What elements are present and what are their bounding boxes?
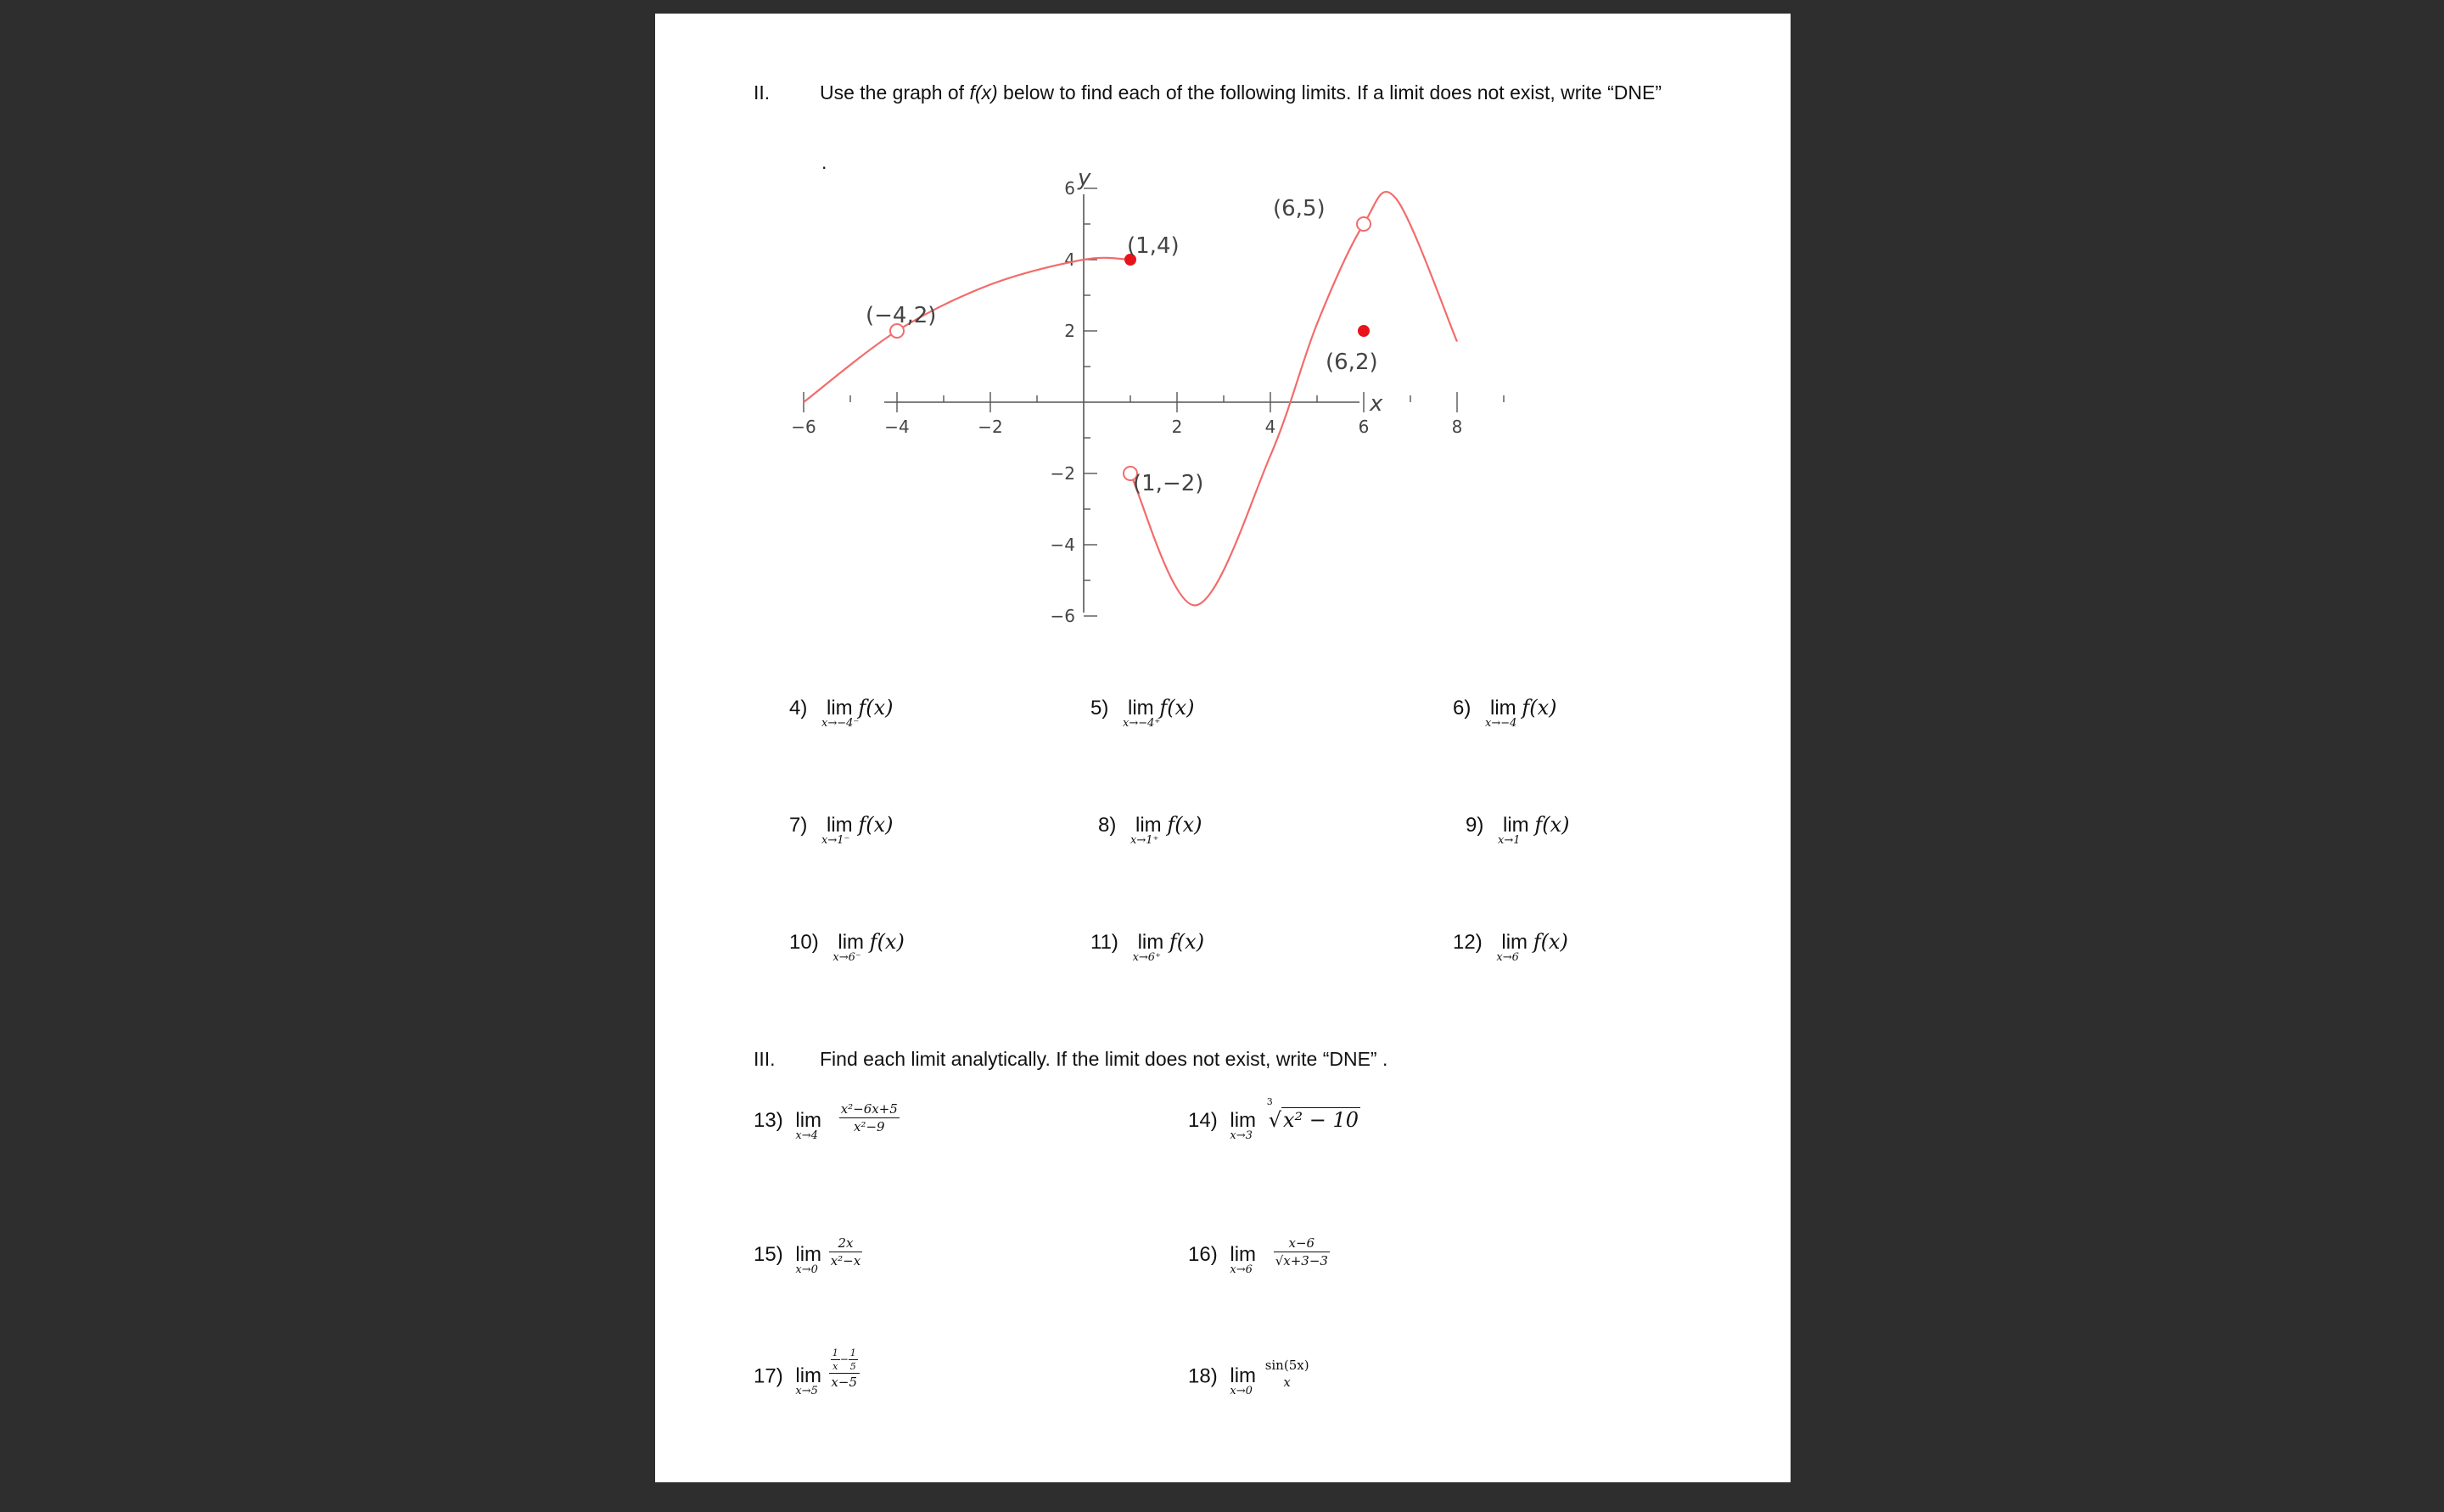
function-graph [791, 165, 1463, 640]
denominator: x²−x [830, 1253, 861, 1268]
lim-text: lim [795, 1242, 822, 1266]
lim-subscript: x→0 [1230, 1385, 1253, 1398]
numerator: x²−6x+5 [840, 1101, 898, 1117]
problem-12 [1453, 930, 1568, 964]
function-expr: f(x) [858, 696, 894, 720]
lim-text: lim [838, 931, 865, 954]
curve-left [804, 258, 1130, 402]
lim-subscript: x→4 [795, 1128, 818, 1142]
lim-text: lim [1135, 814, 1162, 837]
problem-number: 14) [1188, 1109, 1218, 1132]
worksheet-page [655, 14, 1791, 1482]
numerator: sin(5x) [1264, 1358, 1309, 1373]
lim-text: lim [1230, 1364, 1257, 1388]
lim-operator [795, 1364, 822, 1398]
point-label-neg4-2: (−4,2) [866, 303, 937, 328]
problem-number: 7) [789, 814, 808, 837]
problem-number: 4) [789, 697, 808, 720]
problem-15 [754, 1235, 862, 1276]
problem-number: 6) [1453, 697, 1471, 720]
problem-number: 10) [789, 931, 819, 954]
problem-number: 13) [754, 1108, 783, 1132]
section-2-number: II. [754, 81, 771, 104]
lim-operator [1132, 931, 1164, 964]
function-expr: f(x) [1522, 696, 1557, 720]
lim-text: lim [1137, 931, 1164, 954]
problem-9 [1466, 813, 1570, 847]
inner-fraction-b [849, 1347, 858, 1372]
inner-fraction-a [831, 1347, 840, 1372]
y-tick-label: −4 [1050, 535, 1075, 555]
root-index: 3 [1266, 1096, 1273, 1107]
x-tick-label: 4 [1264, 417, 1276, 437]
problem-4 [789, 696, 894, 730]
lim-subscript: x→−4⁻ [821, 717, 860, 730]
x-tick-label: −2 [978, 417, 1003, 437]
section-3-instruction: Find each limit analytically. If the limit does not exist, write “DNE” . [820, 1048, 1388, 1070]
inner-a-den: x [832, 1361, 838, 1372]
problem-number: 5) [1090, 697, 1109, 720]
lim-text: lim [827, 697, 853, 720]
problem-13 [754, 1101, 900, 1142]
x-tick-label: −6 [791, 417, 816, 437]
lim-operator [1123, 697, 1161, 730]
point-label-1-neg2: (1,−2) [1133, 471, 1204, 496]
lim-operator [1485, 697, 1517, 730]
fraction [1274, 1235, 1330, 1268]
instruction-func: f(x) [969, 81, 998, 104]
problem-number: 18) [1188, 1364, 1218, 1388]
lim-text: lim [1490, 697, 1516, 720]
lim-operator [1130, 814, 1162, 847]
problem-16 [1188, 1235, 1330, 1276]
lim-subscript: x→−4⁺ [1123, 717, 1161, 730]
lim-text: lim [827, 814, 853, 837]
problem-7 [789, 813, 894, 847]
problem-number: 16) [1188, 1242, 1218, 1266]
y-axis-label: y [1078, 165, 1091, 191]
lim-text: lim [1503, 814, 1529, 837]
problem-6 [1453, 696, 1557, 730]
inner-a-num: 1 [832, 1347, 838, 1358]
lim-operator [821, 697, 860, 730]
section-2-instruction [820, 81, 1662, 104]
lim-subscript: x→6⁺ [1132, 951, 1161, 964]
lim-subscript: x→6 [1230, 1263, 1253, 1276]
lim-operator [795, 1108, 822, 1142]
lim-text: lim [795, 1108, 822, 1132]
function-expr: f(x) [858, 813, 894, 837]
denominator: √x+3−3 [1275, 1253, 1328, 1268]
point-label-1-4: (1,4) [1127, 233, 1180, 259]
section-3-number: III. [754, 1048, 776, 1070]
function-expr: f(x) [1167, 813, 1202, 837]
lim-subscript: x→−4 [1485, 717, 1517, 730]
denominator: x²−9 [853, 1119, 885, 1134]
cube-root: 3 √x² − 10 [1266, 1096, 1359, 1132]
lim-text: lim [795, 1364, 822, 1388]
problem-5 [1090, 696, 1195, 730]
lim-operator [1496, 931, 1528, 964]
lim-subscript: x→6⁻ [832, 951, 861, 964]
function-expr: f(x) [869, 930, 905, 954]
minus-sign: − [839, 1353, 849, 1365]
lim-operator [1230, 1242, 1257, 1276]
lim-text: lim [1230, 1109, 1257, 1132]
lim-operator [1230, 1364, 1257, 1398]
problem-17 [754, 1347, 860, 1398]
open-point [1357, 217, 1371, 231]
problem-11 [1090, 930, 1205, 964]
lim-operator [821, 814, 853, 847]
y-tick-label: −6 [1050, 606, 1075, 626]
y-tick-label: 6 [1064, 178, 1075, 199]
problem-number: 15) [754, 1242, 783, 1266]
lim-subscript: x→1⁺ [1130, 834, 1159, 847]
lim-text: lim [1501, 931, 1528, 954]
numerator [829, 1347, 860, 1374]
function-expr: f(x) [1533, 930, 1568, 954]
x-tick-label: 8 [1451, 417, 1463, 437]
numerator: 2x [829, 1235, 863, 1252]
problem-14 [1188, 1096, 1360, 1142]
x-tick-label: −4 [884, 417, 910, 437]
lim-subscript: x→3 [1230, 1129, 1253, 1142]
point-label-6-2: (6,2) [1326, 350, 1378, 375]
inner-b-den: 5 [849, 1361, 856, 1372]
y-tick-label: −2 [1050, 463, 1075, 484]
function-expr: f(x) [1169, 930, 1205, 954]
radicand: x² − 10 [1282, 1108, 1359, 1132]
problem-8 [1098, 813, 1202, 847]
lim-text: lim [1230, 1242, 1257, 1266]
numerator: x−6 [1274, 1235, 1330, 1252]
x-tick-label: 6 [1358, 417, 1370, 437]
lim-subscript: x→0 [795, 1263, 818, 1276]
lim-subscript: x→1 [1498, 834, 1521, 847]
problem-18 [1188, 1358, 1311, 1398]
problem-number: 12) [1453, 931, 1483, 954]
lim-operator [1498, 814, 1529, 847]
problem-number: 8) [1098, 814, 1117, 837]
complex-fraction [829, 1347, 860, 1390]
function-expr: f(x) [1159, 696, 1195, 720]
denominator: x−5 [831, 1375, 857, 1390]
y-tick-label: 4 [1064, 249, 1075, 270]
inner-b-num: 1 [849, 1347, 856, 1358]
lim-operator [832, 931, 865, 964]
stray-dot: . [821, 151, 827, 173]
lim-subscript: x→1⁻ [821, 834, 850, 847]
fraction [839, 1101, 900, 1134]
x-axis-label: x [1370, 391, 1383, 417]
lim-operator [1230, 1109, 1257, 1142]
instruction-prefix: Use the graph of [820, 81, 970, 104]
x-tick-label: 2 [1171, 417, 1183, 437]
lim-operator [795, 1242, 822, 1276]
closed-point [1358, 325, 1370, 337]
denominator: x [1283, 1375, 1291, 1390]
fraction [829, 1235, 863, 1268]
instruction-suffix: below to find each of the following limits. If a limit does not exist, write “DNE” [997, 81, 1662, 104]
point-label-6-5: (6,5) [1273, 196, 1326, 221]
problem-number: 11) [1090, 931, 1118, 954]
lim-text: lim [1128, 697, 1154, 720]
fraction [1264, 1358, 1311, 1390]
y-tick-label: 2 [1064, 321, 1075, 341]
lim-subscript: x→5 [795, 1385, 818, 1398]
problem-number: 17) [754, 1364, 783, 1388]
problem-10 [789, 930, 905, 964]
problem-number: 9) [1466, 814, 1484, 837]
lim-subscript: x→6 [1496, 951, 1519, 964]
curve-right [1130, 192, 1457, 605]
function-expr: f(x) [1534, 813, 1570, 837]
